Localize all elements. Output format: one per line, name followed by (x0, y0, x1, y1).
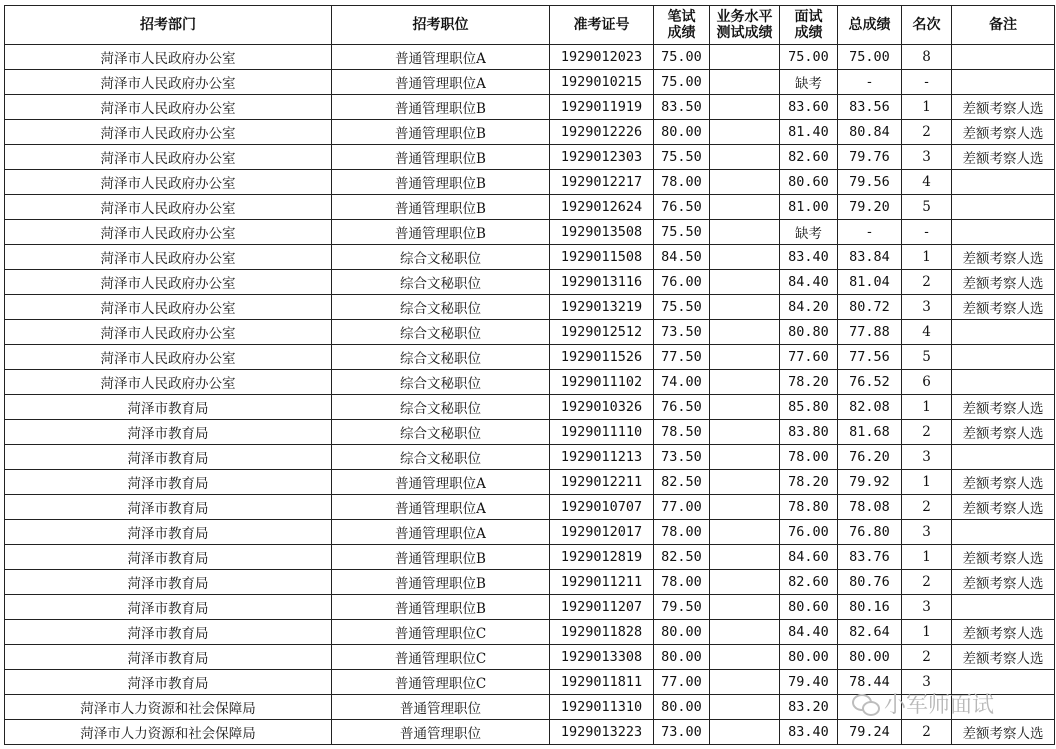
cell-skill-test-score (710, 220, 780, 245)
cell-written-score: 74.00 (654, 370, 710, 395)
cell-remark: 差额考察人选 (952, 470, 1055, 495)
cell-ticket-number: 1929012303 (550, 145, 654, 170)
cell-position: 普通管理职位 (332, 720, 550, 745)
score-table (4, 5, 1055, 745)
cell-position: 普通管理职位 (332, 695, 550, 720)
cell-ticket-number: 1929010326 (550, 395, 654, 420)
cell-total-score: 81.68 (838, 420, 902, 445)
table-row (5, 345, 1055, 370)
cell-position: 综合文秘职位 (332, 295, 550, 320)
cell-interview-score: 78.20 (780, 370, 838, 395)
cell-remark: 差额考察人选 (952, 420, 1055, 445)
cell-skill-test-score (710, 120, 780, 145)
cell-rank: 4 (902, 170, 952, 195)
cell-skill-test-score (710, 45, 780, 70)
cell-skill-test-score (710, 270, 780, 295)
cell-total-score: 75.00 (838, 45, 902, 70)
cell-position: 普通管理职位C (332, 620, 550, 645)
cell-ticket-number: 1929010215 (550, 70, 654, 95)
cell-written-score: 75.50 (654, 145, 710, 170)
cell-written-score: 79.50 (654, 595, 710, 620)
cell-skill-test-score (710, 145, 780, 170)
cell-interview-score: 82.60 (780, 145, 838, 170)
header-interview-score: 面试 成绩 (780, 6, 838, 45)
table-row (5, 470, 1055, 495)
cell-interview-score: 84.40 (780, 620, 838, 645)
cell-interview-score: 75.00 (780, 45, 838, 70)
cell-total-score: 82.08 (838, 395, 902, 420)
cell-skill-test-score (710, 245, 780, 270)
table-row (5, 145, 1055, 170)
cell-rank: 1 (902, 470, 952, 495)
cell-written-score: 73.50 (654, 320, 710, 345)
cell-position: 普通管理职位A (332, 495, 550, 520)
cell-department: 菏泽市人民政府办公室 (5, 145, 332, 170)
cell-remark (952, 345, 1055, 370)
cell-department: 菏泽市教育局 (5, 495, 332, 520)
cell-ticket-number: 1929012023 (550, 45, 654, 70)
cell-position: 普通管理职位A (332, 520, 550, 545)
cell-rank: - (902, 70, 952, 95)
cell-department: 菏泽市教育局 (5, 570, 332, 595)
cell-ticket-number: 1929010707 (550, 495, 654, 520)
cell-rank: 3 (902, 295, 952, 320)
cell-skill-test-score (710, 595, 780, 620)
cell-position: 普通管理职位B (332, 195, 550, 220)
cell-department: 菏泽市教育局 (5, 595, 332, 620)
cell-ticket-number: 1929012211 (550, 470, 654, 495)
cell-remark: 差额考察人选 (952, 720, 1055, 745)
header-written-score: 笔试 成绩 (654, 6, 710, 45)
cell-ticket-number: 1929011207 (550, 595, 654, 620)
cell-skill-test-score (710, 195, 780, 220)
cell-written-score: 76.50 (654, 195, 710, 220)
cell-written-score: 78.50 (654, 420, 710, 445)
cell-total-score: 80.16 (838, 595, 902, 620)
cell-ticket-number: 1929012819 (550, 545, 654, 570)
cell-department: 菏泽市教育局 (5, 670, 332, 695)
cell-remark: 差额考察人选 (952, 545, 1055, 570)
cell-total-score: 79.56 (838, 170, 902, 195)
cell-written-score: 75.50 (654, 295, 710, 320)
cell-ticket-number: 1929012226 (550, 120, 654, 145)
cell-interview-score: 80.00 (780, 645, 838, 670)
cell-ticket-number: 1929011211 (550, 570, 654, 595)
cell-rank: 8 (902, 45, 952, 70)
cell-department: 菏泽市人民政府办公室 (5, 45, 332, 70)
cell-ticket-number: 1929011508 (550, 245, 654, 270)
cell-ticket-number: 1929013508 (550, 220, 654, 245)
header-ticket-number: 准考证号 (550, 6, 654, 45)
table-row (5, 45, 1055, 70)
cell-skill-test-score (710, 395, 780, 420)
table-row (5, 220, 1055, 245)
cell-position: 综合文秘职位 (332, 345, 550, 370)
cell-department: 菏泽市人民政府办公室 (5, 195, 332, 220)
cell-department: 菏泽市人民政府办公室 (5, 70, 332, 95)
cell-department: 菏泽市教育局 (5, 645, 332, 670)
cell-remark (952, 195, 1055, 220)
cell-position: 普通管理职位B (332, 595, 550, 620)
cell-written-score: 75.00 (654, 45, 710, 70)
cell-interview-score: 85.80 (780, 395, 838, 420)
cell-interview-score: 83.60 (780, 95, 838, 120)
cell-skill-test-score (710, 645, 780, 670)
cell-interview-score: 缺考 (780, 220, 838, 245)
cell-skill-test-score (710, 495, 780, 520)
cell-skill-test-score (710, 520, 780, 545)
cell-interview-score: 83.40 (780, 720, 838, 745)
watermark-text: 小军师面试 (884, 693, 995, 718)
cell-total-score: 80.84 (838, 120, 902, 145)
cell-ticket-number: 1929011110 (550, 420, 654, 445)
cell-written-score: 75.50 (654, 220, 710, 245)
cell-total-score: 79.76 (838, 145, 902, 170)
cell-ticket-number: 1929011310 (550, 695, 654, 720)
cell-interview-score: 80.80 (780, 320, 838, 345)
cell-written-score: 77.50 (654, 345, 710, 370)
cell-remark: 差额考察人选 (952, 295, 1055, 320)
cell-total-score: 80.00 (838, 645, 902, 670)
cell-total-score: 77.88 (838, 320, 902, 345)
cell-remark (952, 45, 1055, 70)
cell-written-score: 80.00 (654, 695, 710, 720)
cell-department: 菏泽市人力资源和社会保障局 (5, 720, 332, 745)
cell-total-score: 76.20 (838, 445, 902, 470)
cell-ticket-number: 1929012217 (550, 170, 654, 195)
cell-total-score: 79.20 (838, 195, 902, 220)
header-total-score: 总成绩 (838, 6, 902, 45)
cell-rank: 3 (902, 145, 952, 170)
cell-position: 综合文秘职位 (332, 420, 550, 445)
header-skill-test-score: 业务水平 测试成绩 (710, 6, 780, 45)
cell-total-score: 76.80 (838, 520, 902, 545)
cell-total-score: - (838, 70, 902, 95)
cell-skill-test-score (710, 345, 780, 370)
cell-rank: 2 (902, 495, 952, 520)
cell-remark: 差额考察人选 (952, 570, 1055, 595)
cell-total-score: - (838, 220, 902, 245)
cell-ticket-number: 1929011526 (550, 345, 654, 370)
table-row (5, 545, 1055, 570)
cell-rank: 3 (902, 445, 952, 470)
cell-interview-score: 84.40 (780, 270, 838, 295)
cell-written-score: 76.00 (654, 270, 710, 295)
table-row (5, 120, 1055, 145)
cell-interview-score: 80.60 (780, 170, 838, 195)
cell-remark (952, 595, 1055, 620)
table-body (5, 45, 1055, 745)
cell-remark (952, 520, 1055, 545)
cell-skill-test-score (710, 670, 780, 695)
cell-total-score: 77.56 (838, 345, 902, 370)
table-row (5, 270, 1055, 295)
cell-department: 菏泽市人力资源和社会保障局 (5, 695, 332, 720)
cell-skill-test-score (710, 70, 780, 95)
cell-rank: 2 (902, 420, 952, 445)
cell-ticket-number: 1929011828 (550, 620, 654, 645)
cell-remark (952, 170, 1055, 195)
cell-interview-score: 84.20 (780, 295, 838, 320)
cell-written-score: 76.50 (654, 395, 710, 420)
cell-remark: 差额考察人选 (952, 620, 1055, 645)
cell-written-score: 75.00 (654, 70, 710, 95)
table-row (5, 395, 1055, 420)
cell-rank: 1 (902, 545, 952, 570)
cell-skill-test-score (710, 170, 780, 195)
cell-written-score: 80.00 (654, 620, 710, 645)
cell-interview-score: 78.00 (780, 445, 838, 470)
cell-position: 普通管理职位B (332, 145, 550, 170)
cell-skill-test-score (710, 470, 780, 495)
table-row (5, 370, 1055, 395)
cell-interview-score: 82.60 (780, 570, 838, 595)
cell-skill-test-score (710, 295, 780, 320)
cell-position: 普通管理职位A (332, 45, 550, 70)
cell-rank: 3 (902, 595, 952, 620)
table-row (5, 620, 1055, 645)
table-row (5, 245, 1055, 270)
cell-position: 普通管理职位C (332, 670, 550, 695)
cell-skill-test-score (710, 570, 780, 595)
cell-interview-score: 缺考 (780, 70, 838, 95)
cell-department: 菏泽市人民政府办公室 (5, 95, 332, 120)
cell-written-score: 73.50 (654, 445, 710, 470)
cell-interview-score: 78.20 (780, 470, 838, 495)
table-row (5, 595, 1055, 620)
cell-ticket-number: 1929012624 (550, 195, 654, 220)
table-row (5, 645, 1055, 670)
cell-skill-test-score (710, 95, 780, 120)
table-row (5, 445, 1055, 470)
cell-department: 菏泽市人民政府办公室 (5, 295, 332, 320)
cell-rank: 2 (902, 720, 952, 745)
cell-rank: 5 (902, 195, 952, 220)
cell-position: 普通管理职位A (332, 470, 550, 495)
cell-department: 菏泽市教育局 (5, 620, 332, 645)
cell-ticket-number: 1929011811 (550, 670, 654, 695)
cell-department: 菏泽市人民政府办公室 (5, 220, 332, 245)
cell-remark: 差额考察人选 (952, 145, 1055, 170)
cell-department: 菏泽市教育局 (5, 395, 332, 420)
cell-interview-score: 78.80 (780, 495, 838, 520)
table-row (5, 720, 1055, 745)
table-row (5, 195, 1055, 220)
cell-ticket-number: 1929011919 (550, 95, 654, 120)
cell-skill-test-score (710, 545, 780, 570)
header-position: 招考职位 (332, 6, 550, 45)
cell-rank: 2 (902, 645, 952, 670)
cell-department: 菏泽市人民政府办公室 (5, 345, 332, 370)
watermark (852, 688, 994, 719)
cell-rank: 1 (902, 395, 952, 420)
cell-remark (952, 445, 1055, 470)
cell-remark (952, 320, 1055, 345)
cell-written-score: 78.00 (654, 570, 710, 595)
table-row (5, 170, 1055, 195)
cell-total-score: 83.84 (838, 245, 902, 270)
cell-department: 菏泽市人民政府办公室 (5, 270, 332, 295)
cell-total-score: 79.92 (838, 470, 902, 495)
table-row (5, 70, 1055, 95)
cell-total-score: 83.76 (838, 545, 902, 570)
cell-department: 菏泽市人民政府办公室 (5, 120, 332, 145)
cell-rank: 2 (902, 120, 952, 145)
cell-interview-score: 76.00 (780, 520, 838, 545)
cell-skill-test-score (710, 445, 780, 470)
cell-total-score: 81.04 (838, 270, 902, 295)
header-department: 招考部门 (5, 6, 332, 45)
table-row (5, 570, 1055, 595)
cell-skill-test-score (710, 320, 780, 345)
cell-rank: 3 (902, 670, 952, 695)
cell-written-score: 77.00 (654, 495, 710, 520)
cell-skill-test-score (710, 720, 780, 745)
cell-skill-test-score (710, 695, 780, 720)
table-row (5, 520, 1055, 545)
cell-ticket-number: 1929013219 (550, 295, 654, 320)
cell-position: 普通管理职位B (332, 170, 550, 195)
cell-remark (952, 70, 1055, 95)
cell-remark: 差额考察人选 (952, 270, 1055, 295)
cell-position: 普通管理职位B (332, 545, 550, 570)
header-remark: 备注 (952, 6, 1055, 45)
cell-position: 普通管理职位B (332, 95, 550, 120)
table-row (5, 495, 1055, 520)
cell-department: 菏泽市教育局 (5, 445, 332, 470)
cell-position: 综合文秘职位 (332, 245, 550, 270)
cell-skill-test-score (710, 620, 780, 645)
cell-rank: 4 (902, 320, 952, 345)
header-row (5, 6, 1055, 45)
cell-department: 菏泽市教育局 (5, 520, 332, 545)
cell-rank: 1 (902, 245, 952, 270)
cell-interview-score: 83.80 (780, 420, 838, 445)
cell-interview-score: 77.60 (780, 345, 838, 370)
cell-position: 普通管理职位C (332, 645, 550, 670)
table-row (5, 420, 1055, 445)
table-row (5, 320, 1055, 345)
cell-written-score: 73.00 (654, 720, 710, 745)
cell-position: 普通管理职位B (332, 220, 550, 245)
cell-written-score: 84.50 (654, 245, 710, 270)
wechat-icon (852, 693, 880, 715)
cell-rank: 1 (902, 620, 952, 645)
cell-rank: 2 (902, 570, 952, 595)
cell-interview-score: 84.60 (780, 545, 838, 570)
cell-remark: 差额考察人选 (952, 495, 1055, 520)
cell-position: 普通管理职位B (332, 120, 550, 145)
cell-rank: 5 (902, 345, 952, 370)
cell-written-score: 77.00 (654, 670, 710, 695)
cell-written-score: 80.00 (654, 120, 710, 145)
cell-total-score: 82.64 (838, 620, 902, 645)
cell-total-score: 76.52 (838, 370, 902, 395)
cell-department: 菏泽市教育局 (5, 545, 332, 570)
cell-written-score: 78.00 (654, 520, 710, 545)
cell-interview-score: 83.20 (780, 695, 838, 720)
cell-written-score: 82.50 (654, 545, 710, 570)
cell-position: 综合文秘职位 (332, 445, 550, 470)
cell-rank: 2 (902, 270, 952, 295)
cell-ticket-number: 1929011102 (550, 370, 654, 395)
cell-ticket-number: 1929013223 (550, 720, 654, 745)
cell-position: 综合文秘职位 (332, 320, 550, 345)
cell-remark (952, 220, 1055, 245)
table-row (5, 95, 1055, 120)
cell-remark: 差额考察人选 (952, 120, 1055, 145)
cell-written-score: 78.00 (654, 170, 710, 195)
table-row (5, 295, 1055, 320)
cell-ticket-number: 1929011213 (550, 445, 654, 470)
cell-department: 菏泽市人民政府办公室 (5, 170, 332, 195)
cell-department: 菏泽市教育局 (5, 420, 332, 445)
cell-department: 菏泽市人民政府办公室 (5, 370, 332, 395)
cell-rank: - (902, 220, 952, 245)
cell-ticket-number: 1929013308 (550, 645, 654, 670)
cell-total-score: 78.08 (838, 495, 902, 520)
cell-interview-score: 80.60 (780, 595, 838, 620)
cell-department: 菏泽市人民政府办公室 (5, 245, 332, 270)
cell-department: 菏泽市教育局 (5, 470, 332, 495)
cell-interview-score: 79.40 (780, 670, 838, 695)
cell-written-score: 83.50 (654, 95, 710, 120)
cell-remark: 差额考察人选 (952, 645, 1055, 670)
cell-ticket-number: 1929013116 (550, 270, 654, 295)
header-rank: 名次 (902, 6, 952, 45)
cell-total-score: 79.24 (838, 720, 902, 745)
cell-department: 菏泽市人民政府办公室 (5, 320, 332, 345)
cell-remark: 差额考察人选 (952, 395, 1055, 420)
cell-written-score: 80.00 (654, 645, 710, 670)
cell-interview-score: 83.40 (780, 245, 838, 270)
cell-total-score: 83.56 (838, 95, 902, 120)
cell-remark: 差额考察人选 (952, 95, 1055, 120)
cell-total-score: 80.76 (838, 570, 902, 595)
cell-rank: 3 (902, 520, 952, 545)
cell-ticket-number: 1929012512 (550, 320, 654, 345)
cell-interview-score: 81.00 (780, 195, 838, 220)
cell-position: 普通管理职位B (332, 570, 550, 595)
cell-interview-score: 81.40 (780, 120, 838, 145)
cell-ticket-number: 1929012017 (550, 520, 654, 545)
cell-position: 综合文秘职位 (332, 270, 550, 295)
cell-remark: 差额考察人选 (952, 245, 1055, 270)
cell-total-score: 78.44 (838, 670, 902, 695)
cell-position: 综合文秘职位 (332, 370, 550, 395)
cell-written-score: 82.50 (654, 470, 710, 495)
cell-skill-test-score (710, 420, 780, 445)
cell-rank: 6 (902, 370, 952, 395)
cell-remark (952, 370, 1055, 395)
cell-rank: 1 (902, 95, 952, 120)
cell-position: 普通管理职位A (332, 70, 550, 95)
cell-total-score: 80.72 (838, 295, 902, 320)
cell-position: 综合文秘职位 (332, 395, 550, 420)
cell-skill-test-score (710, 370, 780, 395)
